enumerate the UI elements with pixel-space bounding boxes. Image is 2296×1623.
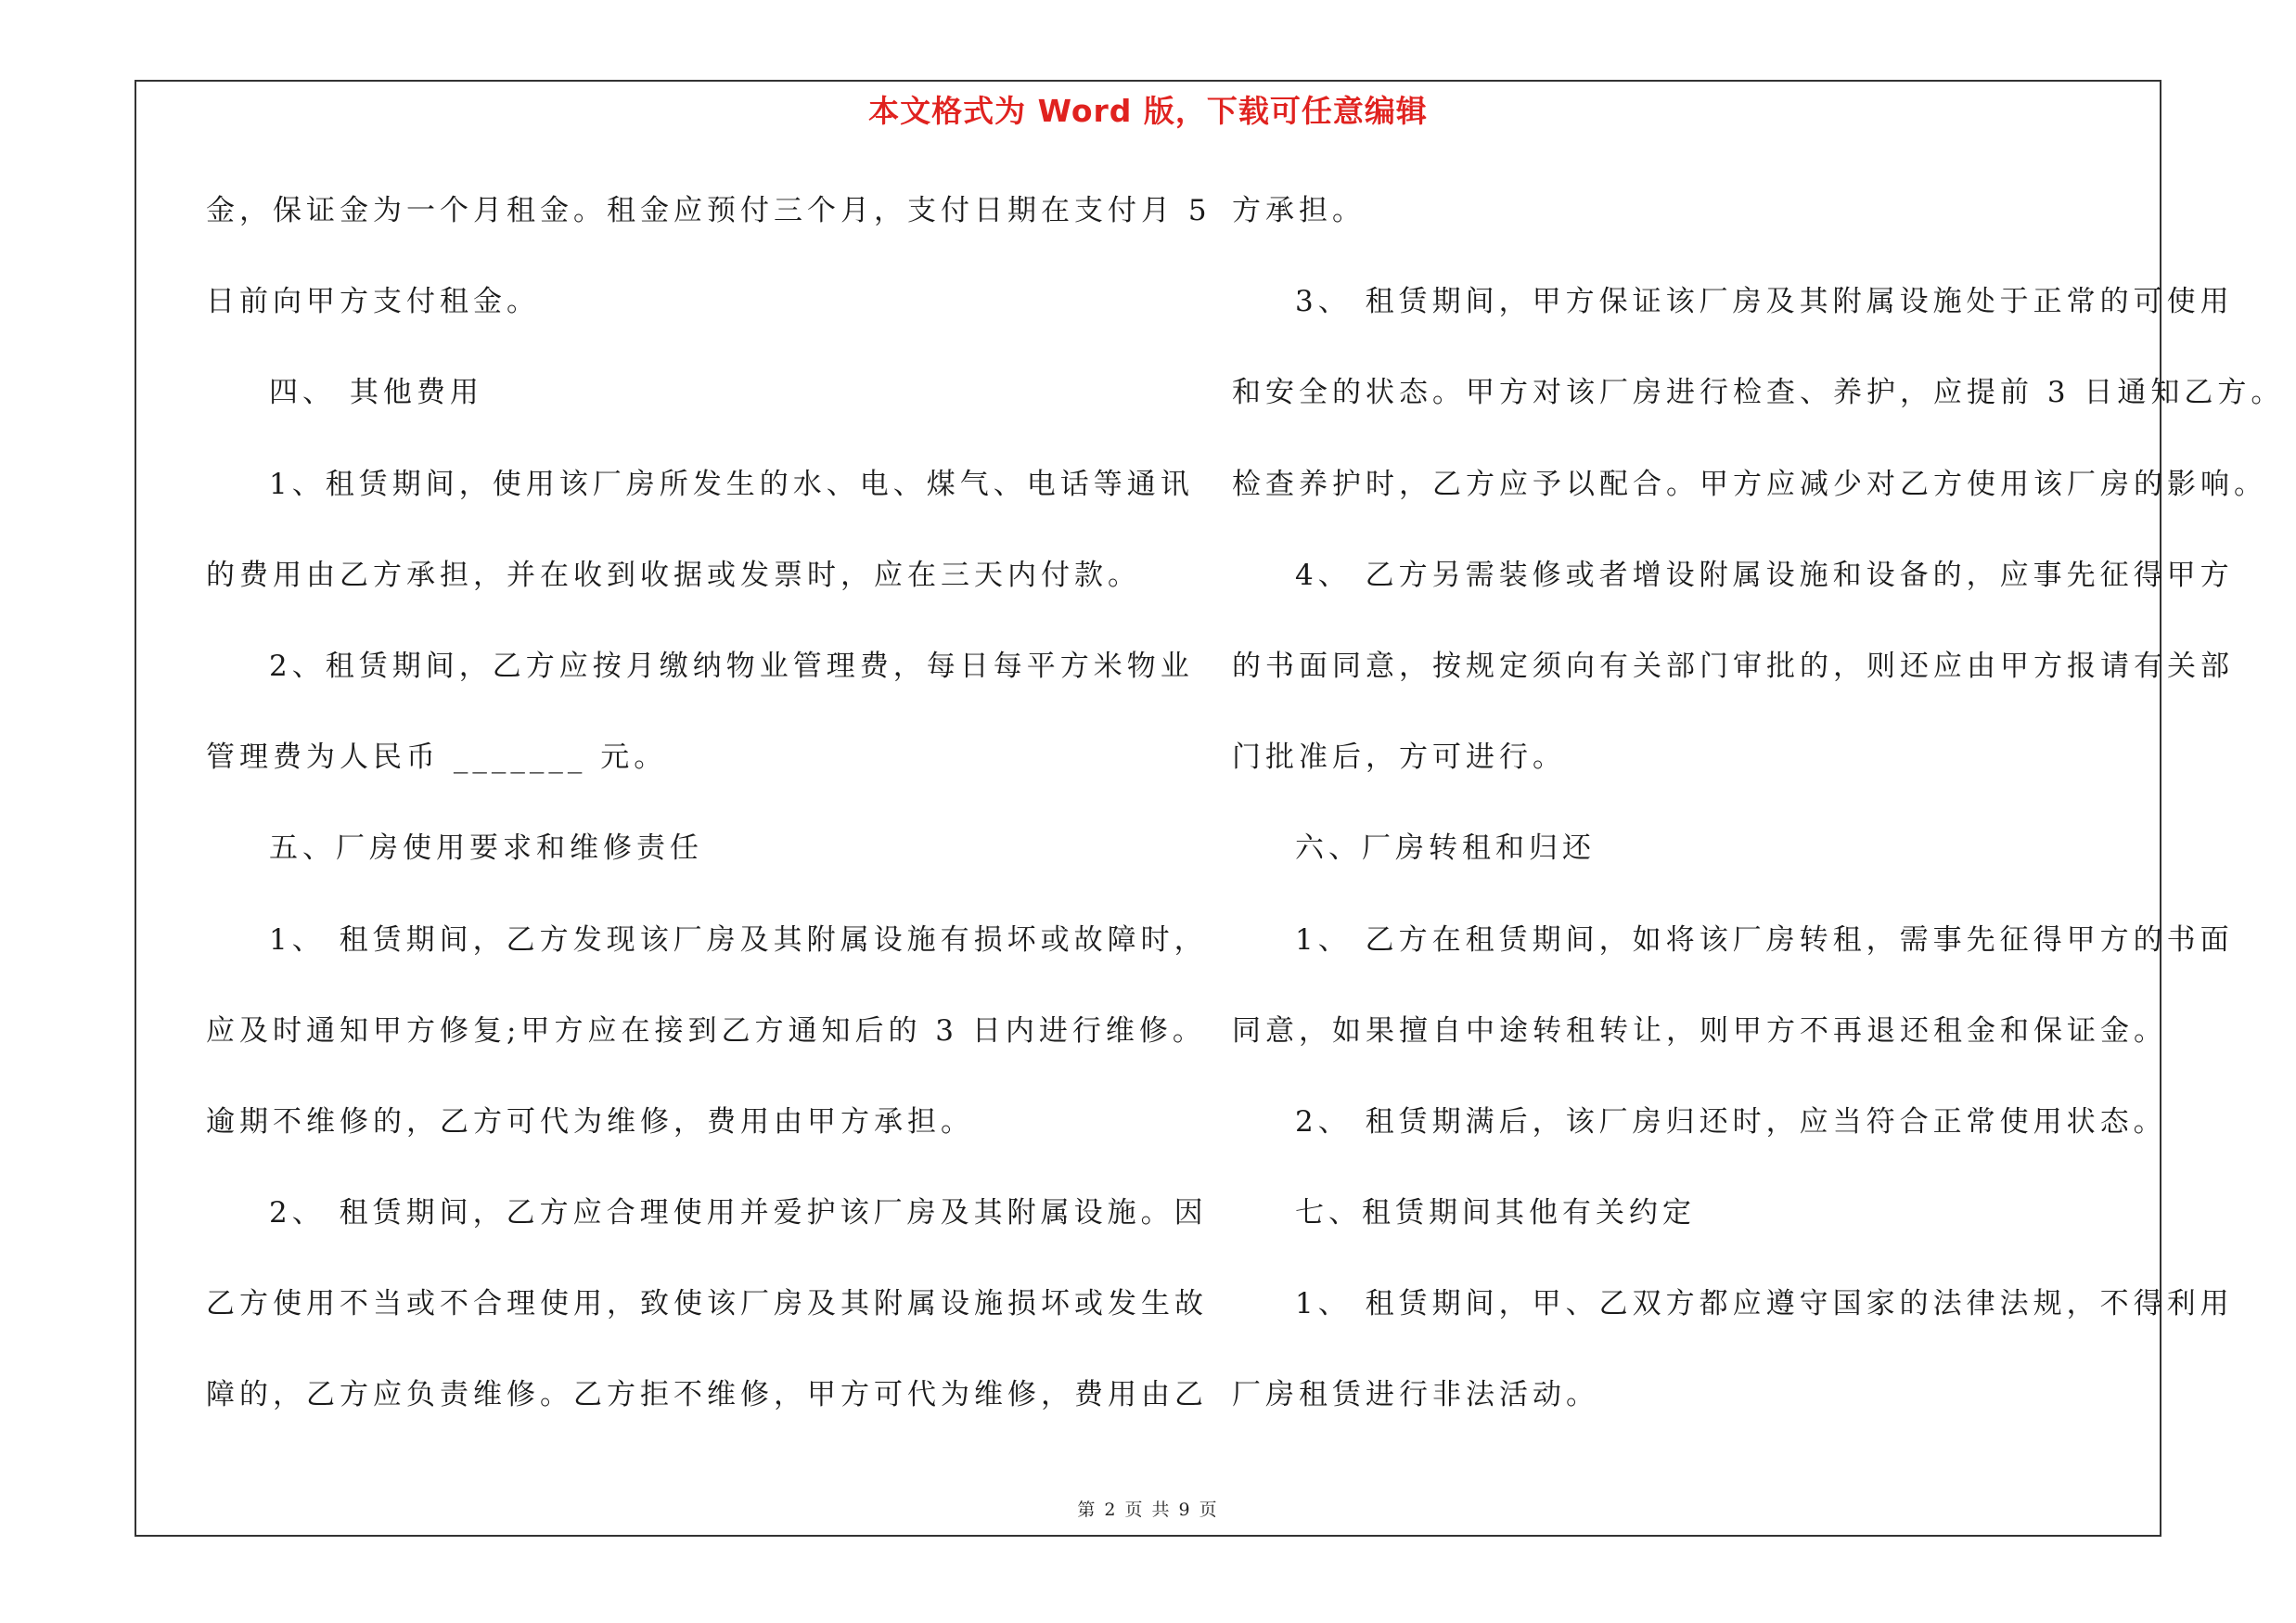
left-line-2: 日前向甲方支付租金。 [206,285,540,319]
left-line-4: 1、租赁期间，使用该厂房所发生的水、电、煤气、电话等通讯 [269,467,1194,501]
left-line-7: 管理费为人民币 _______ 元。 [206,741,668,775]
right-line-13: 1、 租赁期间，甲、乙双方都应遵守国家的法律法规，不得利用 [1295,1287,2234,1321]
right-line-2: 3、 租赁期间，甲方保证该厂房及其附属设施处于正常的可使用 [1295,285,2234,319]
left-line-1: 金，保证金为一个月租金。租金应预付三个月，支付日期在支付月 5 [206,194,1212,227]
right-line-6: 的书面同意，按规定须向有关部门审批的，则还应由甲方报请有关部 [1232,649,2234,683]
left-line-14: 障的，乙方应负责维修。乙方拒不维修，甲方可代为维修，费用由乙 [206,1378,1208,1412]
right-line-10: 同意，如果擅自中途转租转让，则甲方不再退还租金和保证金。 [1232,1013,2167,1048]
word-format-banner: 本文格式为 Word 版，下载可任意编辑 [868,93,1428,129]
right-column [1232,182,2285,1458]
left-line-6: 2、租赁期间，乙方应按月缴纳物业管理费，每日每平方米物业 [269,649,1194,683]
left-line-5: 的费用由乙方承担，并在收到收据或发票时，应在三天内付款。 [206,558,1141,592]
left-line-11: 逾期不维修的，乙方可代为维修，费用由甲方承担。 [206,1104,974,1139]
left-line-3: 四、 其他费用 [269,376,483,410]
right-line-4: 检查养护时，乙方应予以配合。甲方应减少对乙方使用该厂房的影响。 [1232,467,2267,501]
left-line-9: 1、 租赁期间，乙方发现该厂房及其附属设施有损坏或故障时， [269,922,1208,957]
page-number-footer: 第 2 页 共 9 页 [1077,1500,1219,1520]
right-line-1: 方承担。 [1232,194,1366,227]
left-line-10: 应及时通知甲方修复;甲方应在接到乙方通知后的 3 日内进行维修。 [206,1013,1206,1048]
right-line-11: 2、 租赁期满后，该厂房归还时，应当符合正常使用状态。 [1295,1104,2167,1139]
right-line-3: 和安全的状态。甲方对该厂房进行检查、养护，应提前 3 日通知乙方。 [1232,376,2285,410]
right-line-8: 六、厂房转租和归还 [1295,831,1596,866]
right-line-9: 1、 乙方在租赁期间，如将该厂房转租，需事先征得甲方的书面 [1295,922,2234,957]
left-line-13: 乙方使用不当或不合理使用，致使该厂房及其附属设施损坏或发生故 [206,1287,1208,1321]
left-line-12: 2、 租赁期间，乙方应合理使用并爱护该厂房及其附属设施。因 [269,1196,1208,1230]
left-line-8: 五、厂房使用要求和维修责任 [269,831,703,866]
right-line-5: 4、 乙方另需装修或者增设附属设施和设备的，应事先征得甲方 [1295,558,2234,592]
right-line-14: 厂房租赁进行非法活动。 [1232,1378,1599,1412]
right-line-12: 七、租赁期间其他有关约定 [1295,1196,1696,1230]
right-line-7: 门批准后，方可进行。 [1232,741,1566,775]
left-column [206,182,1212,1458]
